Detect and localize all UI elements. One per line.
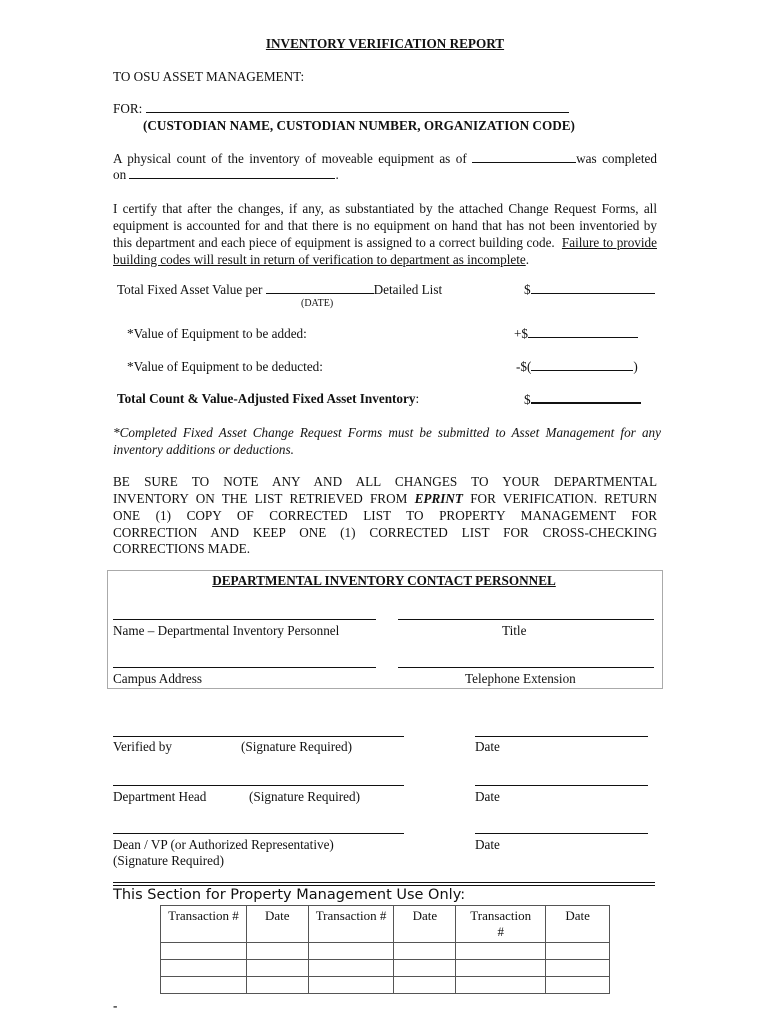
total-date-blank[interactable] [266,282,374,294]
table-cell[interactable] [546,943,610,960]
table-cell[interactable] [546,977,610,994]
verified-sig-required: (Signature Required) [241,739,352,754]
for-caption: (CUSTODIAN NAME, CUSTODIAN NUMBER, ORGANIZATION CODE) [143,118,575,133]
column-header: Date [546,906,610,943]
address-label: Campus Address [113,671,203,686]
completed-on-line: on . [113,167,339,182]
deducted-blank[interactable] [531,359,633,371]
dept-head-date-line[interactable] [475,785,648,786]
address-line[interactable] [113,667,376,668]
dean-sig-required: (Signature Required) [113,853,224,868]
title-line[interactable] [398,619,654,620]
table-cell[interactable] [246,960,308,977]
dean-label: Dean / VP (or Authorized Representative) [113,837,334,852]
dean-date-label: Date [475,837,500,852]
table-cell[interactable] [456,943,546,960]
total-value-blank[interactable] [531,282,655,294]
table-cell[interactable] [308,943,394,960]
adjusted-blank[interactable] [531,391,641,404]
certify-warning: Failure to provide building codes will result in return of verification to department as incomplete [113,235,657,267]
table-cell[interactable] [394,960,456,977]
table-cell[interactable] [456,960,546,977]
table-cell[interactable] [161,977,247,994]
table-cell[interactable] [394,943,456,960]
column-header: Transaction # [456,906,546,943]
phone-line[interactable] [398,667,654,668]
table-cell[interactable] [161,960,247,977]
verified-by-label: Verified by [113,739,172,754]
table-cell[interactable] [246,943,308,960]
deducted-field: -$( ) [516,359,638,374]
dept-head-sig-required: (Signature Required) [249,789,360,804]
table-row [161,977,610,994]
deducted-label: *Value of Equipment to be deducted: [127,359,323,374]
verified-date-line[interactable] [475,736,648,737]
contact-heading: DEPARTMENTAL INVENTORY CONTACT PERSONNEL [212,573,556,588]
page-title: INVENTORY VERIFICATION REPORT [265,36,505,51]
adjusted-field: $ [524,391,641,408]
table-cell[interactable] [394,977,456,994]
verified-signature-line[interactable] [113,736,404,737]
transaction-header-row [161,906,610,943]
added-label: *Value of Equipment to be added: [127,326,307,341]
dean-date-line[interactable] [475,833,648,834]
section-divider-bottom [113,885,655,886]
section-divider-top [113,882,655,883]
for-label: FOR: [113,101,143,116]
count-line: A physical count of the inventory of moveable equipment as of was completed [113,151,657,166]
total-value-row: Total Fixed Asset Value per Detailed List [117,282,443,297]
table-row [161,943,610,960]
count-date-blank[interactable] [472,151,576,163]
dept-head-label: Department Head [113,789,207,804]
title-label: Title [502,623,527,638]
table-cell[interactable] [456,977,546,994]
added-field: +$ [514,326,638,342]
verified-date-label: Date [475,739,500,754]
certify-paragraph: I certify that after the changes, if any, as substantiated by the attached Change Request Forms, all equipment is accounted for and that there is no equipment on hand that has not been inventoried by this department and each piece of equipment is assigned to a correct building code. Failure to provide building codes will result in return of verification to department as incomplete. [113,201,657,267]
column-header: Date [394,906,456,943]
table-cell[interactable] [308,960,394,977]
name-label: Name – Departmental Inventory Personnel [113,623,340,638]
to-line: TO OSU ASSET MANAGEMENT: [113,69,305,84]
table-cell[interactable] [161,943,247,960]
transaction-table [160,905,610,994]
change-form-note: *Completed Fixed Asset Change Request Forms must be submitted to Asset Management for any inventory additions or deductions. [113,425,661,457]
footer-mark: - [113,998,118,1013]
table-row [161,960,610,977]
column-header: Transaction # [308,906,394,943]
column-header: Date [246,906,308,943]
dean-signature-line[interactable] [113,833,404,834]
table-cell[interactable] [308,977,394,994]
phone-label: Telephone Extension [465,671,576,686]
date-caption: (DATE) [301,298,334,309]
completed-date-blank[interactable] [129,167,335,179]
dept-head-signature-line[interactable] [113,785,404,786]
property-section-heading: This Section for Property Management Use Only: [113,887,466,903]
column-header: Transaction # [161,906,247,943]
caps-instructions: BE SURE TO NOTE ANY AND ALL CHANGES TO YOUR DEPARTMENTAL INVENTORY ON THE LIST RETRIEVED FROM EPRINT FOR VERIFICATION. RETURN ONE (1) COPY OF CORRECTED LIST TO PROPERTY MANAGEMENT FOR CORRECTION AND KEEP ONE (1) CORRECTED LIST FOR CROSS-CHECKING CORRECTIONS MADE. [113,474,658,556]
table-cell[interactable] [546,960,610,977]
adjusted-label: Total Count & Value-Adjusted Fixed Asset Inventory: [117,391,420,406]
for-line [113,101,569,117]
for-blank[interactable] [146,101,569,113]
added-blank[interactable] [528,326,638,338]
total-value-field: $ [524,282,655,298]
table-cell[interactable] [246,977,308,994]
dept-head-date-label: Date [475,789,500,804]
name-line[interactable] [113,619,376,620]
